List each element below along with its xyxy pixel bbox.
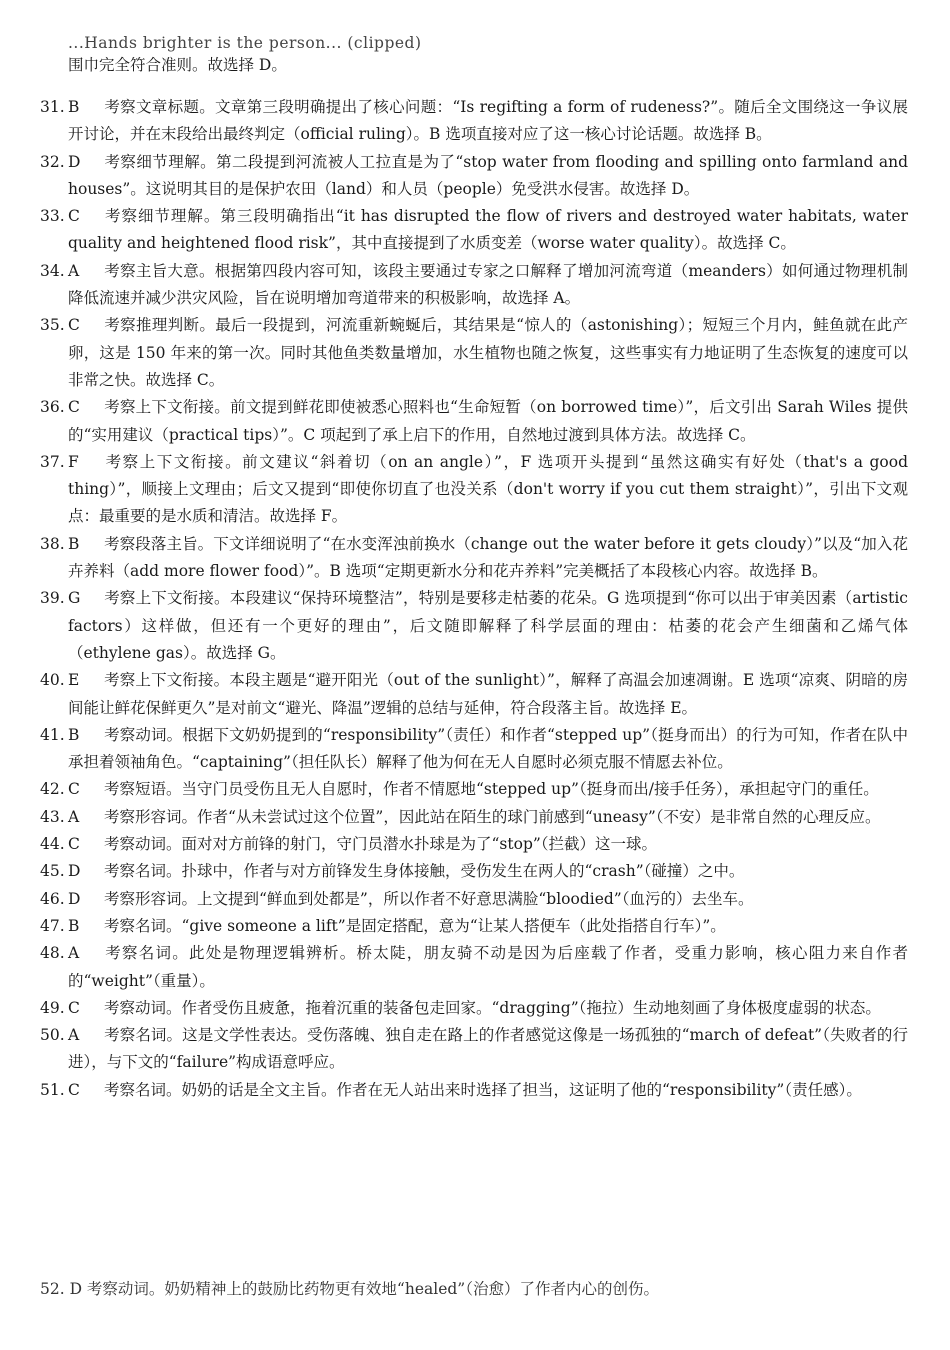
explanation-text: 考察名词。“give someone a lift”是固定搭配，意为“让某人搭便车（此处指搭自行车）”。 bbox=[104, 916, 726, 935]
question-number: 48. bbox=[40, 944, 65, 963]
answer-key: A bbox=[68, 261, 80, 280]
answer-list bbox=[40, 94, 908, 1104]
answer-key: C bbox=[68, 835, 80, 854]
fragment-line: 52. D 考察动词。奶奶精神上的鼓励比药物更有效地“healed”（治愈）了作者内心的创伤。 bbox=[40, 1280, 659, 1298]
answer-key: C bbox=[68, 1080, 80, 1099]
answer-key: C bbox=[68, 398, 80, 417]
answer-item bbox=[40, 585, 908, 667]
answer-key: C bbox=[68, 207, 80, 226]
question-number: 36. bbox=[40, 398, 65, 417]
explanation-text: 考察推理判断。最后一段提到，河流重新蜿蜒后，其结果是“惊人的（astonishing）；短短三个月内，鲑鱼就在此产卵，这是 150 年来的第一次。同时其他鱼类数量增加，水生植物也随之恢复，这些事实有力地证明了生态恢复的速度可以非常之快。故选择 C。 bbox=[68, 316, 908, 389]
explanation-text: 考察上下文衔接。本段主题是“避开阳光（out of the sunlight）”，解释了高温会加速凋谢。E 选项“凉爽、阴暗的房间能让鲜花保鲜更久”是对前文“避光、降温”逻辑的总结与延伸，符合段落主旨。故选择 E。 bbox=[68, 671, 908, 717]
answer-item bbox=[40, 722, 908, 777]
answer-key: C bbox=[68, 780, 80, 799]
question-number: 44. bbox=[40, 835, 65, 854]
question-number: 50. bbox=[40, 1026, 65, 1045]
previous-answer-fragment bbox=[68, 34, 908, 79]
answer-item bbox=[40, 203, 908, 258]
explanation-text: 考察名词。扑球中，作者与对方前锋发生身体接触，受伤发生在两人的“crash”（碰撞）之中。 bbox=[104, 862, 745, 881]
question-number: 47. bbox=[40, 916, 65, 935]
explanation-text: 考察上下文衔接。前文提到鲜花即使被悉心照料也“生命短暂（on borrowed time）”，后文引出 Sarah Wiles 提供的“实用建议（practical tips）”。C 项起到了承上启下的作用，自然地过渡到具体方法。故选择 C。 bbox=[68, 398, 908, 444]
fragment-line: 围巾完全符合准则。故选择 D。 bbox=[68, 56, 287, 74]
answer-key: B bbox=[68, 725, 80, 744]
next-answer-fragment bbox=[40, 1276, 908, 1298]
answer-key: A bbox=[68, 807, 80, 826]
answer-item bbox=[40, 312, 908, 394]
explanation-text: 考察形容词。作者“从未尝试过这个位置”，因此站在陌生的球门前感到“uneasy”（不安）是非常自然的心理反应。 bbox=[104, 807, 881, 826]
question-number: 43. bbox=[40, 807, 65, 826]
answer-key: C bbox=[68, 316, 80, 335]
answer-key: B bbox=[68, 916, 80, 935]
explanation-text: 考察细节理解。第三段明确指出“it has disrupted the flow of rivers and destroyed water habitats, water quality and heightened flood risk”，其中直接提到了水质变差（worse water quality）。故选择 C。 bbox=[68, 207, 908, 253]
answer-key: B bbox=[68, 98, 80, 116]
question-number: 41. bbox=[40, 725, 65, 744]
question-number: 39. bbox=[40, 589, 65, 608]
explanation-text: 考察主旨大意。根据第四段内容可知，该段主要通过专家之口解释了增加河流弯道（meanders）如何通过物理机制降低流速并减少洪灾风险，旨在说明增加弯道带来的积极影响，故选择 A。 bbox=[68, 261, 908, 308]
explanation-text: 考察动词。根据下文奶奶提到的“responsibility”（责任）和作者“stepped up”（挺身而出）的行为可知，作者在队中承担着领袖角色。“captaining”（担任队长）解释了他为何在无人自愿时必须克服不情愿去补位。 bbox=[68, 725, 908, 772]
answer-item bbox=[40, 995, 908, 1022]
explanation-text: 考察动词。面对对方前锋的射门，守门员潜水扑球是为了“stop”（拦截）这一球。 bbox=[104, 835, 658, 854]
answer-item bbox=[40, 667, 908, 722]
explanation-text: 考察名词。奶奶的话是全文主旨。作者在无人站出来时选择了担当，这证明了他的“responsibility”（责任感）。 bbox=[104, 1080, 862, 1099]
answer-item bbox=[40, 258, 908, 313]
answer-key: C bbox=[68, 998, 80, 1017]
answer-item bbox=[40, 449, 908, 531]
answer-key: D bbox=[68, 152, 81, 171]
question-number: 32. bbox=[40, 152, 65, 171]
answer-item bbox=[40, 940, 908, 995]
question-number: 31. bbox=[40, 98, 65, 116]
answer-key: D bbox=[68, 862, 81, 881]
explanation-text: 考察段落主旨。下文详细说明了“在水变浑浊前换水（change out the water before it gets cloudy）”以及“加入花卉养料（add more flower food）”。B 选项“定期更新水分和花卉养料”完美概括了本段核心内容。故选择 B。 bbox=[68, 534, 908, 581]
answer-item bbox=[40, 94, 908, 149]
explanation-text: 考察名词。此处是物理逻辑辨析。桥太陡，朋友骑不动是因为后座载了作者，受重力影响，核心阻力来自作者的“weight”（重量）。 bbox=[68, 944, 908, 990]
answer-key: F bbox=[68, 452, 79, 471]
question-number: 42. bbox=[40, 780, 65, 799]
explanation-text: 考察细节理解。第二段提到河流被人工拉直是为了“stop water from flooding and spilling onto farmland and houses”。这说明其目的是保护农田（land）和人员（people）免受洪水侵害。故选择 D。 bbox=[68, 152, 908, 198]
answer-item bbox=[40, 1077, 908, 1104]
answer-key: A bbox=[68, 1026, 80, 1045]
question-number: 33. bbox=[40, 207, 65, 226]
explanation-text: 考察上下文衔接。前文建议“斜着切（on an angle）”，F 选项开头提到“虽然这确实有好处（that's a good thing）”，顺接上文理由；后文又提到“即使你切直了也没关系（don't worry if you cut them straight）”，引出下文观点：最重要的是水质和清洁。故选择 F。 bbox=[68, 452, 908, 526]
answer-item bbox=[40, 858, 908, 885]
question-number: 51. bbox=[40, 1080, 65, 1099]
question-number: 37. bbox=[40, 452, 65, 471]
answer-item bbox=[40, 394, 908, 449]
explanation-text: 考察文章标题。文章第三段明确提出了核心问题：“Is regifting a form of rudeness?”。随后全文围绕这一争议展开讨论，并在末段给出最终判定（official ruling）。B 选项直接对应了这一核心讨论话题。故选择 B。 bbox=[68, 98, 908, 144]
explanation-text: 考察形容词。上文提到“鲜血到处都是”，所以作者不好意思满脸“bloodied”（血污的）去坐车。 bbox=[104, 889, 754, 908]
answer-key: B bbox=[68, 534, 80, 553]
question-number: 49. bbox=[40, 998, 65, 1017]
explanation-text: 考察上下文衔接。本段建议“保持环境整洁”，特别是要移走枯萎的花朵。G 选项提到“你可以出于审美因素（artistic factors）这样做，但还有一个更好的理由”，后文随即解释了科学层面的理由：枯萎的花会产生细菌和乙烯气体（ethylene gas）。故选择 G。 bbox=[68, 589, 908, 662]
answer-item bbox=[40, 831, 908, 858]
question-number: 46. bbox=[40, 889, 65, 908]
explanation-text: 考察短语。当守门员受伤且无人自愿时，作者不情愿地“stepped up”（挺身而出/接手任务），承担起守门的重任。 bbox=[104, 780, 879, 799]
answer-item bbox=[40, 913, 908, 940]
answer-key: E bbox=[68, 671, 80, 690]
answer-item bbox=[40, 531, 908, 586]
answer-key: A bbox=[68, 944, 80, 963]
answer-item bbox=[40, 776, 908, 803]
question-number: 34. bbox=[40, 261, 65, 280]
question-number: 38. bbox=[40, 534, 65, 553]
answer-key: D bbox=[68, 889, 81, 908]
question-number: 40. bbox=[40, 671, 65, 690]
answer-key: G bbox=[68, 589, 81, 608]
explanation-text: 考察动词。作者受伤且疲惫，拖着沉重的装备包走回家。“dragging”（拖拉）生动地刻画了身体极度虚弱的状态。 bbox=[104, 998, 881, 1017]
question-number: 45. bbox=[40, 862, 65, 881]
answer-item bbox=[40, 149, 908, 204]
answer-item bbox=[40, 1022, 908, 1077]
question-number: 35. bbox=[40, 316, 65, 335]
explanation-text: 考察名词。这是文学性表达。受伤落魄、独自走在路上的作者感觉这像是一场孤独的“march of defeat”（失败者的行进），与下文的“failure”构成语意呼应。 bbox=[68, 1026, 908, 1072]
answer-item bbox=[40, 886, 908, 913]
clipped-line: ...Hands brighter is the person... (clipped) bbox=[68, 34, 422, 52]
answer-item bbox=[40, 804, 908, 831]
